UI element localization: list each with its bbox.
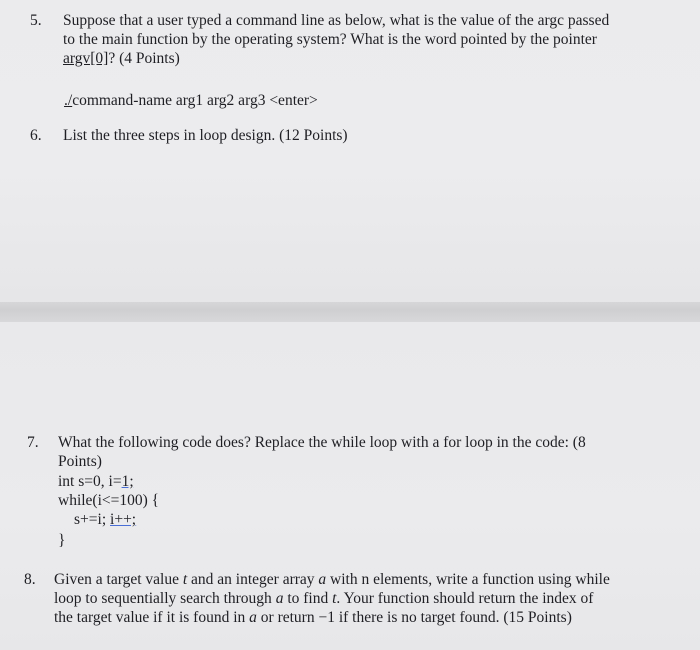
question-5-number: 5. bbox=[30, 12, 42, 29]
question-6-number: 6. bbox=[30, 127, 42, 144]
code-line-3-text: s+=i; bbox=[74, 511, 111, 528]
var-a: a bbox=[318, 571, 327, 588]
question-7-text bbox=[58, 433, 683, 471]
question-8-line-1 bbox=[54, 570, 694, 589]
question-5-points: ? (4 Points) bbox=[108, 50, 180, 67]
question-7-line-1: What the following code does? Replace the while loop with a for loop in the code: (8 bbox=[58, 434, 586, 451]
question-5 bbox=[30, 11, 690, 71]
code-line-4-brace: } bbox=[58, 532, 66, 549]
q8-l2-b: to find bbox=[283, 590, 333, 607]
page-fold-gutter bbox=[0, 302, 700, 322]
question-8 bbox=[24, 570, 694, 630]
question-8-number: 8. bbox=[24, 571, 36, 588]
var-a: a bbox=[275, 590, 284, 607]
code-line-1-text: int s=0, i= bbox=[58, 473, 122, 490]
question-7-line-2: Points) bbox=[58, 453, 102, 470]
question-8-line-2 bbox=[54, 589, 694, 608]
code-line-4 bbox=[58, 531, 65, 550]
var-t: t bbox=[182, 571, 188, 588]
question-5-line-3 bbox=[63, 49, 683, 68]
code-line-2-text: while(i<=100) { bbox=[58, 492, 160, 509]
code-line-1 bbox=[58, 472, 134, 491]
q8-l3-b: or return −1 if there is no target found. (15 Points) bbox=[256, 609, 572, 626]
q8-l1-a: Given a target value bbox=[54, 571, 183, 588]
command-prefix: ./ bbox=[64, 92, 73, 109]
question-6 bbox=[30, 126, 690, 146]
q8-l1-c: with n elements, write a function using while bbox=[326, 571, 610, 588]
question-5-text bbox=[63, 11, 683, 68]
question-7-number: 7. bbox=[27, 434, 39, 451]
question-7 bbox=[27, 433, 687, 473]
command-line: command-name arg1 arg2 arg3 <enter> bbox=[72, 92, 318, 109]
code-line-2 bbox=[58, 491, 159, 510]
question-8-text bbox=[54, 570, 694, 627]
var-t: t bbox=[332, 590, 337, 607]
argv-term: argv[0] bbox=[63, 50, 109, 67]
question-5-line-1: Suppose that a user typed a command line as below, what is the value of the argc passed bbox=[63, 12, 610, 29]
var-a: a bbox=[249, 609, 257, 626]
q8-l3-a: the target value if it is found in bbox=[54, 609, 250, 626]
code-line-3-increment: i++; bbox=[110, 511, 137, 528]
code-line-3 bbox=[74, 510, 136, 529]
code-line-1-init: 1; bbox=[121, 473, 134, 490]
question-8-line-3 bbox=[54, 608, 694, 627]
question-5-command bbox=[64, 91, 464, 110]
q8-l2-a: loop to sequentially search through bbox=[54, 590, 276, 607]
q8-l1-b: and an integer array bbox=[187, 571, 319, 588]
question-6-text: List the three steps in loop design. (12 Points) bbox=[63, 127, 348, 144]
question-5-line-2: to the main function by the operating system? What is the word pointed by the pointer bbox=[63, 31, 597, 48]
q8-l2-c: . Your function should return the index of bbox=[336, 590, 594, 607]
